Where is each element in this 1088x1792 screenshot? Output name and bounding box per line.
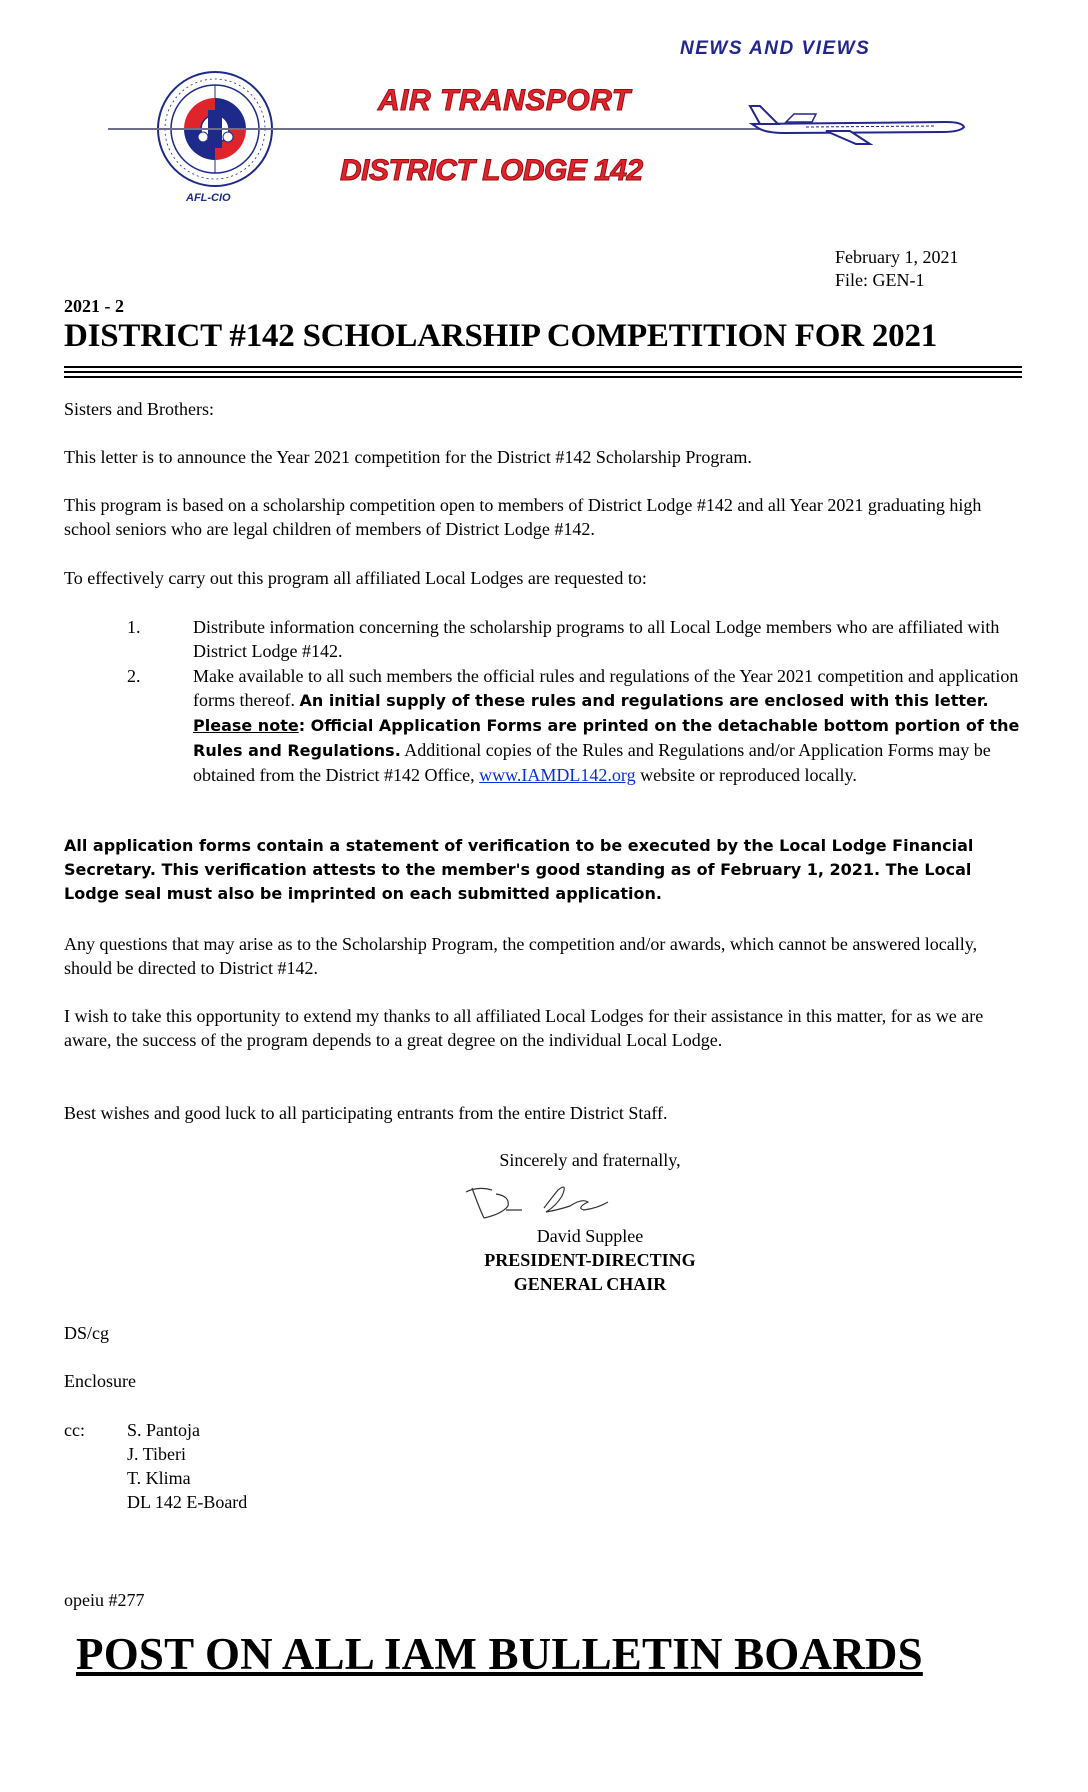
signer-title-1: PRESIDENT-DIRECTING (484, 1250, 696, 1270)
closing: Sincerely and fraternally, (499, 1150, 681, 1170)
paragraph-best-wishes: Best wishes and good luck to all participating entrants from the entire District Staff. (64, 1103, 668, 1123)
item2-text-a: Make available to all such members the official rules and regulations of the Year 2021 competition and application forms thereof. (193, 666, 1019, 710)
header-rule (108, 128, 788, 130)
title-rule-top (64, 366, 1022, 368)
list-number-1: 1. (127, 617, 141, 637)
handwritten-signature (458, 1180, 618, 1226)
item2-text-bold: An initial supply of these rules and regulations are enclosed with this letter. (299, 691, 989, 710)
initials: DS/cg (64, 1323, 109, 1343)
district-website-link[interactable]: www.IAMDL142.org (479, 765, 636, 785)
list-item-make-available (193, 664, 1028, 787)
paragraph-request: To effectively carry out this program all affiliated Local Lodges are requested to: (64, 568, 647, 588)
cc-recipient: DL 142 E-Board (127, 1492, 248, 1512)
paragraph-questions: Any questions that may arise as to the Scholarship Program, the competition and/or awards, which cannot be answered locally, should be directed to District #142. (64, 934, 978, 978)
list-item-distribute: Distribute information concerning the scholarship programs to all Local Lodge members who are affiliated with District Lodge #142. (193, 617, 1000, 661)
signer-name: David Supplee (536, 1226, 644, 1246)
enclosure: Enclosure (64, 1371, 136, 1391)
union-tag: opeiu #277 (64, 1590, 145, 1610)
title-rule-bottom (64, 376, 1022, 378)
letter-date: February 1, 2021 (835, 247, 959, 267)
news-and-views-heading: NEWS AND VIEWS (680, 38, 871, 59)
paragraph-announcement: This letter is to announce the Year 2021 competition for the District #142 Scholarship Program. (64, 447, 752, 467)
cc-recipient: S. Pantoja (127, 1420, 201, 1440)
file-reference: File: GEN-1 (835, 270, 925, 290)
cc-recipient: J. Tiberi (127, 1444, 187, 1464)
title-rule-middle (64, 371, 1022, 373)
salutation: Sisters and Brothers: (64, 399, 214, 419)
afl-cio-label: AFL-CIO (186, 192, 231, 204)
signer-title-2: GENERAL CHAIR (513, 1274, 667, 1294)
air-transport-wordmark: AIR TRANSPORT (378, 84, 631, 117)
district-lodge-wordmark: DISTRICT LODGE 142 (340, 154, 643, 187)
cc-label: cc: (64, 1420, 85, 1440)
cc-recipient: T. Klima (127, 1468, 191, 1488)
item2-text-note: : Official Application Forms are printed on the detachable bottom portion of the Rules and Regulations. (193, 716, 1020, 760)
list-number-2: 2. (127, 666, 141, 686)
paragraph-program: This program is based on a scholarship competition open to members of District Lodge #142 and all Year 2021 graduating high school seniors who are legal children of members of District Lodge #142. (64, 495, 982, 539)
item2-text-e: Additional copies of the Rules and Regulations and/or Application Forms may be obtained from the District #142 Office, (193, 740, 991, 785)
verification-paragraph: All application forms contain a statement of verification to be executed by the Local Lodge Financial Secretary. This verification attests to the member's good standing as of February 1, 2021. The Local Lodge seal must also be imprinted on each submitted application. (64, 836, 974, 903)
paragraph-thanks: I wish to take this opportunity to extend my thanks to all affiliated Local Lodges for their assistance in this matter, for as we are aware, the success of the program depends to a great degree on the individual Local Lodge. (64, 1006, 984, 1050)
page-title: DISTRICT #142 SCHOLARSHIP COMPETITION FOR 2021 (64, 318, 938, 354)
please-note-label: Please note (193, 716, 299, 735)
item2-text-f: website or reproduced locally. (635, 765, 857, 785)
post-notice: POST ON ALL IAM BULLETIN BOARDS (76, 1629, 923, 1679)
cc-list (127, 1418, 527, 1514)
airplane-icon (746, 100, 966, 146)
bulletin-number: 2021 - 2 (64, 296, 124, 316)
